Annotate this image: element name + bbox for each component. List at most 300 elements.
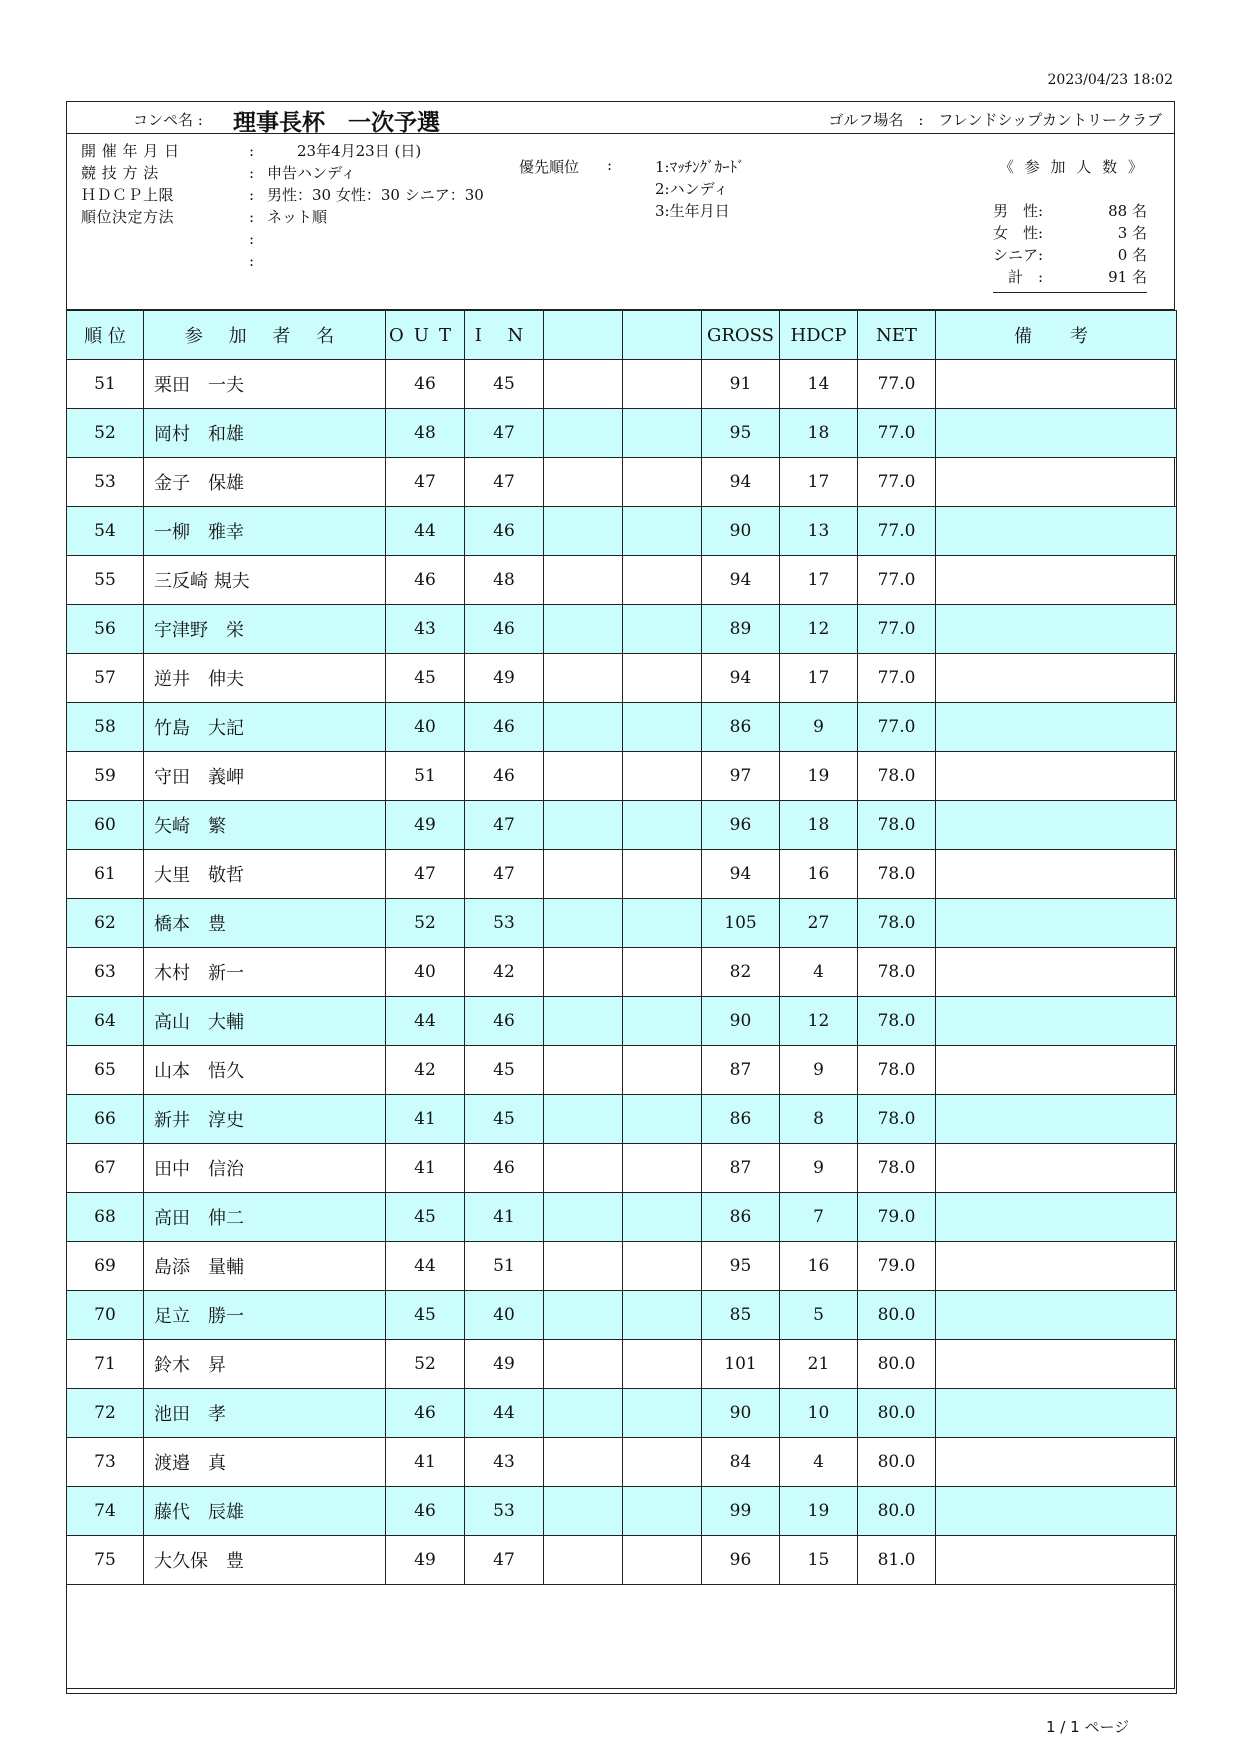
out-score-cell: 47: [386, 850, 465, 899]
net-cell: 79.0: [858, 1242, 936, 1291]
blank-cell: [623, 1389, 702, 1438]
remarks-cell: [936, 1536, 1177, 1585]
competition-name: 理事長杯 一次予選: [233, 110, 440, 136]
out-score-cell: 46: [386, 556, 465, 605]
header-rank: 順 位: [67, 311, 144, 360]
net-cell: 77.0: [858, 507, 936, 556]
gross-cell: 86: [702, 703, 780, 752]
player-name-cell: 藤代 辰雄: [144, 1487, 386, 1536]
in-score-cell: 46: [465, 507, 544, 556]
blank-cell: [544, 556, 623, 605]
in-score-cell: 42: [465, 948, 544, 997]
gross-cell: 101: [702, 1340, 780, 1389]
competition-info: [67, 134, 1174, 310]
gross-cell: 85: [702, 1291, 780, 1340]
blank-cell: [544, 1340, 623, 1389]
hdcp-cell: 12: [780, 997, 858, 1046]
remarks-cell: [936, 409, 1177, 458]
in-score-cell: 46: [465, 752, 544, 801]
out-score-cell: 41: [386, 1144, 465, 1193]
blank-cell: [544, 360, 623, 409]
blank-cell: [623, 1487, 702, 1536]
hdcp-cell: 14: [780, 360, 858, 409]
table-row: [67, 850, 1177, 899]
hdcp-cell: 10: [780, 1389, 858, 1438]
net-cell: 77.0: [858, 654, 936, 703]
player-name-cell: 岡村 和雄: [144, 409, 386, 458]
rank-cell: 66: [67, 1095, 144, 1144]
hdcp-cell: 8: [780, 1095, 858, 1144]
net-cell: 77.0: [858, 409, 936, 458]
in-score-cell: 43: [465, 1438, 544, 1487]
out-score-cell: 48: [386, 409, 465, 458]
gross-cell: 82: [702, 948, 780, 997]
table-row: [67, 409, 1177, 458]
gross-cell: 94: [702, 458, 780, 507]
table-row: [67, 1144, 1177, 1193]
gross-cell: 91: [702, 360, 780, 409]
rank-cell: 55: [67, 556, 144, 605]
blank-cell: [623, 605, 702, 654]
header-hdcp: HDCP: [780, 311, 858, 360]
net-cell: 78.0: [858, 997, 936, 1046]
in-score-cell: 46: [465, 1144, 544, 1193]
gross-cell: 94: [702, 850, 780, 899]
player-name-cell: 新井 淳史: [144, 1095, 386, 1144]
rank-cell: 60: [67, 801, 144, 850]
header-net: NET: [858, 311, 936, 360]
player-name-cell: 池田 孝: [144, 1389, 386, 1438]
blank-cell: [544, 1389, 623, 1438]
table-row: [67, 1536, 1177, 1585]
blank-cell: [623, 654, 702, 703]
golf-course-label: ゴルフ場名 : フレンドシップカントリークラブ: [828, 111, 1162, 129]
in-score-cell: 47: [465, 458, 544, 507]
gross-cell: 95: [702, 1242, 780, 1291]
in-score-cell: 46: [465, 605, 544, 654]
blank-cell: [623, 997, 702, 1046]
out-score-cell: 46: [386, 1389, 465, 1438]
in-score-cell: 49: [465, 1340, 544, 1389]
header-in: I N: [465, 311, 544, 360]
gross-cell: 90: [702, 1389, 780, 1438]
out-score-cell: 43: [386, 605, 465, 654]
gross-cell: 86: [702, 1193, 780, 1242]
rank-cell: 74: [67, 1487, 144, 1536]
table-row: [67, 948, 1177, 997]
blank-cell: [623, 1291, 702, 1340]
priority-label: 優先順位: [519, 158, 580, 176]
blank-cell: [544, 1291, 623, 1340]
net-cell: 78.0: [858, 752, 936, 801]
priority-item: 3:生年月日: [655, 202, 730, 220]
blank-cell: [623, 507, 702, 556]
sheet-header: [67, 102, 1174, 134]
priority-colon: :: [607, 156, 613, 174]
remarks-cell: [936, 1144, 1177, 1193]
blank-cell: [544, 605, 623, 654]
hdcp-cell: 17: [780, 556, 858, 605]
remarks-cell: [936, 1242, 1177, 1291]
in-score-cell: 47: [465, 801, 544, 850]
player-name-cell: 足立 勝一: [144, 1291, 386, 1340]
blank-cell: [623, 458, 702, 507]
table-row: [67, 605, 1177, 654]
table-row: [67, 458, 1177, 507]
out-score-cell: 52: [386, 899, 465, 948]
remarks-cell: [936, 507, 1177, 556]
print-timestamp: 2023/04/23 18:02: [1047, 72, 1173, 88]
blank-cell: [544, 1095, 623, 1144]
count-male: [993, 200, 1147, 222]
player-name-cell: 橋本 豊: [144, 899, 386, 948]
blank-cell: [623, 899, 702, 948]
out-score-cell: 52: [386, 1340, 465, 1389]
in-score-cell: 47: [465, 1536, 544, 1585]
blank-cell: [544, 1438, 623, 1487]
count-value: 3 名: [1117, 224, 1147, 242]
header-out: OUT: [386, 311, 465, 360]
hdcp-cell: 16: [780, 1242, 858, 1291]
blank-cell: [623, 1242, 702, 1291]
priority-item: 1:ﾏｯﾁﾝｸﾞｶｰﾄﾞ: [655, 158, 745, 176]
blank-cell: [623, 948, 702, 997]
player-name-cell: 三反崎 規夫: [144, 556, 386, 605]
rank-cell: 75: [67, 1536, 144, 1585]
out-score-cell: 40: [386, 703, 465, 752]
remarks-cell: [936, 654, 1177, 703]
net-cell: 80.0: [858, 1291, 936, 1340]
out-score-cell: 46: [386, 1487, 465, 1536]
player-name-cell: 大久保 豊: [144, 1536, 386, 1585]
remarks-cell: [936, 458, 1177, 507]
remarks-cell: [936, 752, 1177, 801]
remarks-cell: [936, 703, 1177, 752]
blank-cell: [544, 703, 623, 752]
hdcp-cell: 19: [780, 1487, 858, 1536]
net-cell: 78.0: [858, 850, 936, 899]
table-row: [67, 1095, 1177, 1144]
net-cell: 78.0: [858, 899, 936, 948]
blank-cell: [544, 801, 623, 850]
info-value: ネット順: [267, 208, 328, 226]
rank-cell: 51: [67, 360, 144, 409]
hdcp-cell: 15: [780, 1536, 858, 1585]
out-score-cell: 46: [386, 360, 465, 409]
blank-cell: [623, 556, 702, 605]
gross-cell: 90: [702, 507, 780, 556]
count-total: [993, 266, 1147, 288]
table-header-row: [67, 311, 1177, 360]
in-score-cell: 46: [465, 703, 544, 752]
net-cell: 78.0: [858, 1046, 936, 1095]
rank-cell: 61: [67, 850, 144, 899]
in-score-cell: 40: [465, 1291, 544, 1340]
blank-cell: [544, 507, 623, 556]
hdcp-cell: 17: [780, 458, 858, 507]
remarks-cell: [936, 1487, 1177, 1536]
header-remarks: 備 考: [936, 311, 1177, 360]
rank-cell: 54: [67, 507, 144, 556]
out-score-cell: 42: [386, 1046, 465, 1095]
in-score-cell: 48: [465, 556, 544, 605]
priority-item: 2:ハンディ: [655, 180, 729, 198]
info-value: 男性：30 女性：30 シニア：30: [267, 186, 484, 204]
blank-cell: [544, 1193, 623, 1242]
hdcp-cell: 4: [780, 1438, 858, 1487]
info-colon: :: [249, 164, 255, 182]
in-score-cell: 51: [465, 1242, 544, 1291]
blank-cell: [544, 1046, 623, 1095]
in-score-cell: 41: [465, 1193, 544, 1242]
info-value: 23年4月23日 (日): [267, 142, 422, 160]
net-cell: 80.0: [858, 1389, 936, 1438]
table-row: [67, 899, 1177, 948]
count-value: 88 名: [1108, 202, 1147, 220]
player-name-cell: 木村 新一: [144, 948, 386, 997]
blank-cell: [623, 1046, 702, 1095]
remarks-cell: [936, 360, 1177, 409]
in-score-cell: 53: [465, 1487, 544, 1536]
table-row: [67, 801, 1177, 850]
out-score-cell: 44: [386, 507, 465, 556]
in-score-cell: 49: [465, 654, 544, 703]
remarks-cell: [936, 997, 1177, 1046]
remarks-cell: [936, 1095, 1177, 1144]
blank-cell: [544, 899, 623, 948]
hdcp-cell: 19: [780, 752, 858, 801]
net-cell: 79.0: [858, 1193, 936, 1242]
info-colon: :: [249, 142, 255, 160]
blank-cell: [623, 752, 702, 801]
net-cell: 77.0: [858, 556, 936, 605]
table-row: [67, 1291, 1177, 1340]
hdcp-cell: 9: [780, 1144, 858, 1193]
count-total-rule: [993, 292, 1147, 293]
table-row: [67, 752, 1177, 801]
header-player-name: 参 加 者 名: [144, 311, 386, 360]
table-row: [67, 556, 1177, 605]
blank-cell: [544, 1144, 623, 1193]
rank-cell: 70: [67, 1291, 144, 1340]
table-row: [67, 1340, 1177, 1389]
player-name-cell: 逆井 伸夫: [144, 654, 386, 703]
count-label: 男 性:: [993, 202, 1044, 220]
net-cell: 77.0: [858, 605, 936, 654]
in-score-cell: 47: [465, 850, 544, 899]
player-name-cell: 島添 量輔: [144, 1242, 386, 1291]
rank-cell: 65: [67, 1046, 144, 1095]
in-score-cell: 44: [465, 1389, 544, 1438]
remarks-cell: [936, 801, 1177, 850]
in-score-cell: 45: [465, 360, 544, 409]
blank-cell: [623, 703, 702, 752]
hdcp-cell: 9: [780, 1046, 858, 1095]
player-name-cell: 山本 悟久: [144, 1046, 386, 1095]
table-row: [67, 703, 1177, 752]
player-name-cell: 金子 保雄: [144, 458, 386, 507]
table-row: [67, 997, 1177, 1046]
results-sheet: [66, 101, 1175, 1689]
gross-cell: 89: [702, 605, 780, 654]
hdcp-cell: 16: [780, 850, 858, 899]
out-score-cell: 47: [386, 458, 465, 507]
rank-cell: 58: [67, 703, 144, 752]
player-name-cell: 矢崎 繁: [144, 801, 386, 850]
blank-cell: [544, 1487, 623, 1536]
remarks-cell: [936, 899, 1177, 948]
gross-cell: 99: [702, 1487, 780, 1536]
blank-cell: [623, 801, 702, 850]
blank-cell: [623, 1095, 702, 1144]
rank-cell: 72: [67, 1389, 144, 1438]
table-row: [67, 1487, 1177, 1536]
net-cell: 78.0: [858, 1095, 936, 1144]
out-score-cell: 45: [386, 1291, 465, 1340]
rank-cell: 59: [67, 752, 144, 801]
in-score-cell: 47: [465, 409, 544, 458]
rank-cell: 63: [67, 948, 144, 997]
blank-cell: [544, 1242, 623, 1291]
table-row: [67, 1193, 1177, 1242]
page-number: 1 / 1 ページ: [1046, 1718, 1130, 1736]
hdcp-cell: 12: [780, 605, 858, 654]
net-cell: 77.0: [858, 703, 936, 752]
rank-cell: 53: [67, 458, 144, 507]
gross-cell: 94: [702, 556, 780, 605]
gross-cell: 84: [702, 1438, 780, 1487]
gross-cell: 86: [702, 1095, 780, 1144]
player-name-cell: 鈴木 昇: [144, 1340, 386, 1389]
player-name-cell: 守田 義岬: [144, 752, 386, 801]
header-blank: [623, 311, 702, 360]
rank-cell: 68: [67, 1193, 144, 1242]
info-label: ＨＤＣＰ上限: [81, 186, 175, 204]
hdcp-cell: 4: [780, 948, 858, 997]
remarks-cell: [936, 1193, 1177, 1242]
table-row: [67, 1438, 1177, 1487]
count-senior: [993, 244, 1147, 266]
hdcp-cell: 7: [780, 1193, 858, 1242]
blank-cell: [623, 360, 702, 409]
blank-cell: [623, 1536, 702, 1585]
blank-cell: [544, 752, 623, 801]
info-colon: :: [249, 230, 255, 248]
table-row: [67, 360, 1177, 409]
header-gross: GROSS: [702, 311, 780, 360]
blank-cell: [544, 1536, 623, 1585]
out-score-cell: 45: [386, 654, 465, 703]
hdcp-cell: 18: [780, 409, 858, 458]
hdcp-cell: 18: [780, 801, 858, 850]
remarks-cell: [936, 850, 1177, 899]
hdcp-cell: 5: [780, 1291, 858, 1340]
hdcp-cell: 13: [780, 507, 858, 556]
info-value: 申告ハンディ: [267, 164, 356, 182]
remarks-cell: [936, 1438, 1177, 1487]
net-cell: 80.0: [858, 1340, 936, 1389]
player-name-cell: 宇津野 栄: [144, 605, 386, 654]
table-row: [67, 507, 1177, 556]
table-row: [67, 1389, 1177, 1438]
gross-cell: 95: [702, 409, 780, 458]
player-name-cell: 一柳 雅幸: [144, 507, 386, 556]
remarks-cell: [936, 556, 1177, 605]
blank-cell: [623, 1340, 702, 1389]
out-score-cell: 49: [386, 801, 465, 850]
blank-cell: [623, 1144, 702, 1193]
gross-cell: 97: [702, 752, 780, 801]
info-colon: :: [249, 252, 255, 270]
count-value: 0 名: [1117, 246, 1147, 264]
net-cell: 81.0: [858, 1536, 936, 1585]
remarks-cell: [936, 1046, 1177, 1095]
count-label: 女 性:: [993, 224, 1044, 242]
rank-cell: 69: [67, 1242, 144, 1291]
hdcp-cell: 17: [780, 654, 858, 703]
in-score-cell: 45: [465, 1095, 544, 1144]
player-name-cell: 田中 信治: [144, 1144, 386, 1193]
blank-cell: [623, 850, 702, 899]
blank-cell: [544, 409, 623, 458]
table-blank-row: [67, 1585, 1177, 1694]
table-row: [67, 1242, 1177, 1291]
out-score-cell: 49: [386, 1536, 465, 1585]
out-score-cell: 44: [386, 997, 465, 1046]
out-score-cell: 44: [386, 1242, 465, 1291]
blank-cell: [544, 997, 623, 1046]
info-colon: :: [249, 186, 255, 204]
out-score-cell: 45: [386, 1193, 465, 1242]
participant-count-title: 《 参 加 人 数 》: [999, 158, 1146, 176]
table-row: [67, 654, 1177, 703]
out-score-cell: 40: [386, 948, 465, 997]
gross-cell: 94: [702, 654, 780, 703]
rank-cell: 52: [67, 409, 144, 458]
info-colon: :: [249, 208, 255, 226]
in-score-cell: 45: [465, 1046, 544, 1095]
net-cell: 78.0: [858, 801, 936, 850]
gross-cell: 87: [702, 1144, 780, 1193]
results-body: [67, 360, 1177, 1585]
gross-cell: 105: [702, 899, 780, 948]
remarks-cell: [936, 605, 1177, 654]
hdcp-cell: 21: [780, 1340, 858, 1389]
blank-cell: [544, 948, 623, 997]
net-cell: 78.0: [858, 948, 936, 997]
net-cell: 77.0: [858, 360, 936, 409]
blank-cell: [623, 1438, 702, 1487]
in-score-cell: 53: [465, 899, 544, 948]
gross-cell: 90: [702, 997, 780, 1046]
info-label: 競 技 方 法: [81, 164, 159, 182]
rank-cell: 67: [67, 1144, 144, 1193]
net-cell: 80.0: [858, 1438, 936, 1487]
rank-cell: 56: [67, 605, 144, 654]
blank-cell: [623, 409, 702, 458]
rank-cell: 57: [67, 654, 144, 703]
player-name-cell: 渡邉 真: [144, 1438, 386, 1487]
blank-cell: [544, 654, 623, 703]
out-score-cell: 41: [386, 1095, 465, 1144]
rank-cell: 73: [67, 1438, 144, 1487]
net-cell: 77.0: [858, 458, 936, 507]
results-table: [66, 310, 1177, 1694]
gross-cell: 87: [702, 1046, 780, 1095]
header-blank: [544, 311, 623, 360]
player-name-cell: 栗田 一夫: [144, 360, 386, 409]
rank-cell: 62: [67, 899, 144, 948]
